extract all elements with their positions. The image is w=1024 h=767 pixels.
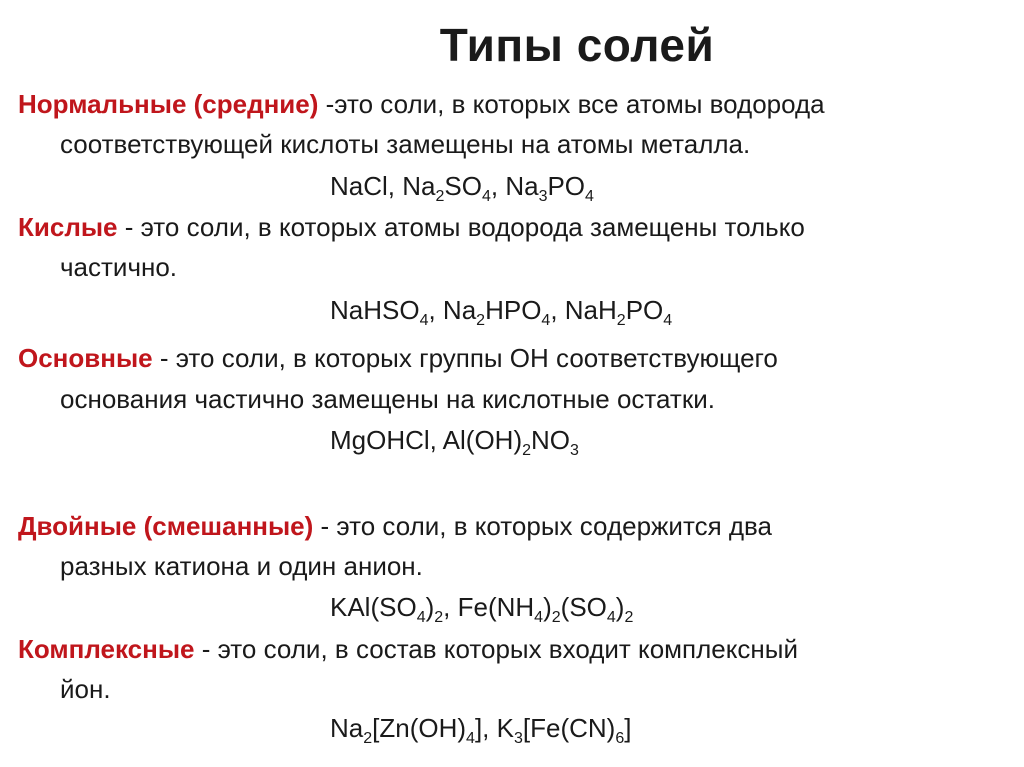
definition-text: - это соли, в которых группы OH соответствующего (152, 343, 778, 373)
definition-text: - это соли, в состав которых входит комплексный (194, 634, 798, 664)
formula-acidic: NaHSO$_4$, $Na_2HPO_4$, $NaH_2PO_4$ (330, 295, 673, 329)
term-double: Двойные (смешанные) (18, 511, 314, 541)
formula-basic: MgOHCl, $Al(OH)_2NO_3$ (330, 425, 579, 459)
definition-basic-cont: основания частично замещены на кислотные остатки. (60, 384, 715, 414)
definition-acidic-cont: частично. (60, 252, 178, 282)
formula-normal: NaCl, $Na_2SO_4$, $Na_3PO_4$ (330, 171, 594, 205)
definition-normal (18, 88, 825, 120)
definition-double (18, 510, 772, 542)
definition-acidic (18, 211, 805, 243)
definition-text: - это соли, в которых атомы водорода замещены только (117, 212, 805, 242)
term-normal: Нормальные (средние) (18, 89, 319, 119)
term-acidic: Кислые (18, 212, 118, 242)
definition-complex (18, 633, 798, 665)
definition-double-cont: разных катиона и один анион. (60, 551, 423, 581)
definition-text: -это соли, в которых все атомы водорода (318, 89, 825, 119)
term-basic: Основные (18, 343, 153, 373)
formula-double: $KAl(SO_4)_2$, $Fe(NH_4)_2(SO_4)_2$ (330, 592, 634, 626)
definition-normal-cont: соответствующей кислоты замещены на атомы металла. (60, 129, 751, 159)
term-complex: Комплексные (18, 634, 195, 664)
formula-complex: $Na_2[Zn(OH)_4]$, $K_3[Fe(CN)_6]$ (330, 713, 632, 747)
definition-complex-cont: йон. (60, 674, 111, 704)
definition-basic (18, 342, 778, 374)
slide-title: Типы солей (439, 19, 715, 71)
definition-text: - это соли, в которых содержится два (313, 511, 773, 541)
